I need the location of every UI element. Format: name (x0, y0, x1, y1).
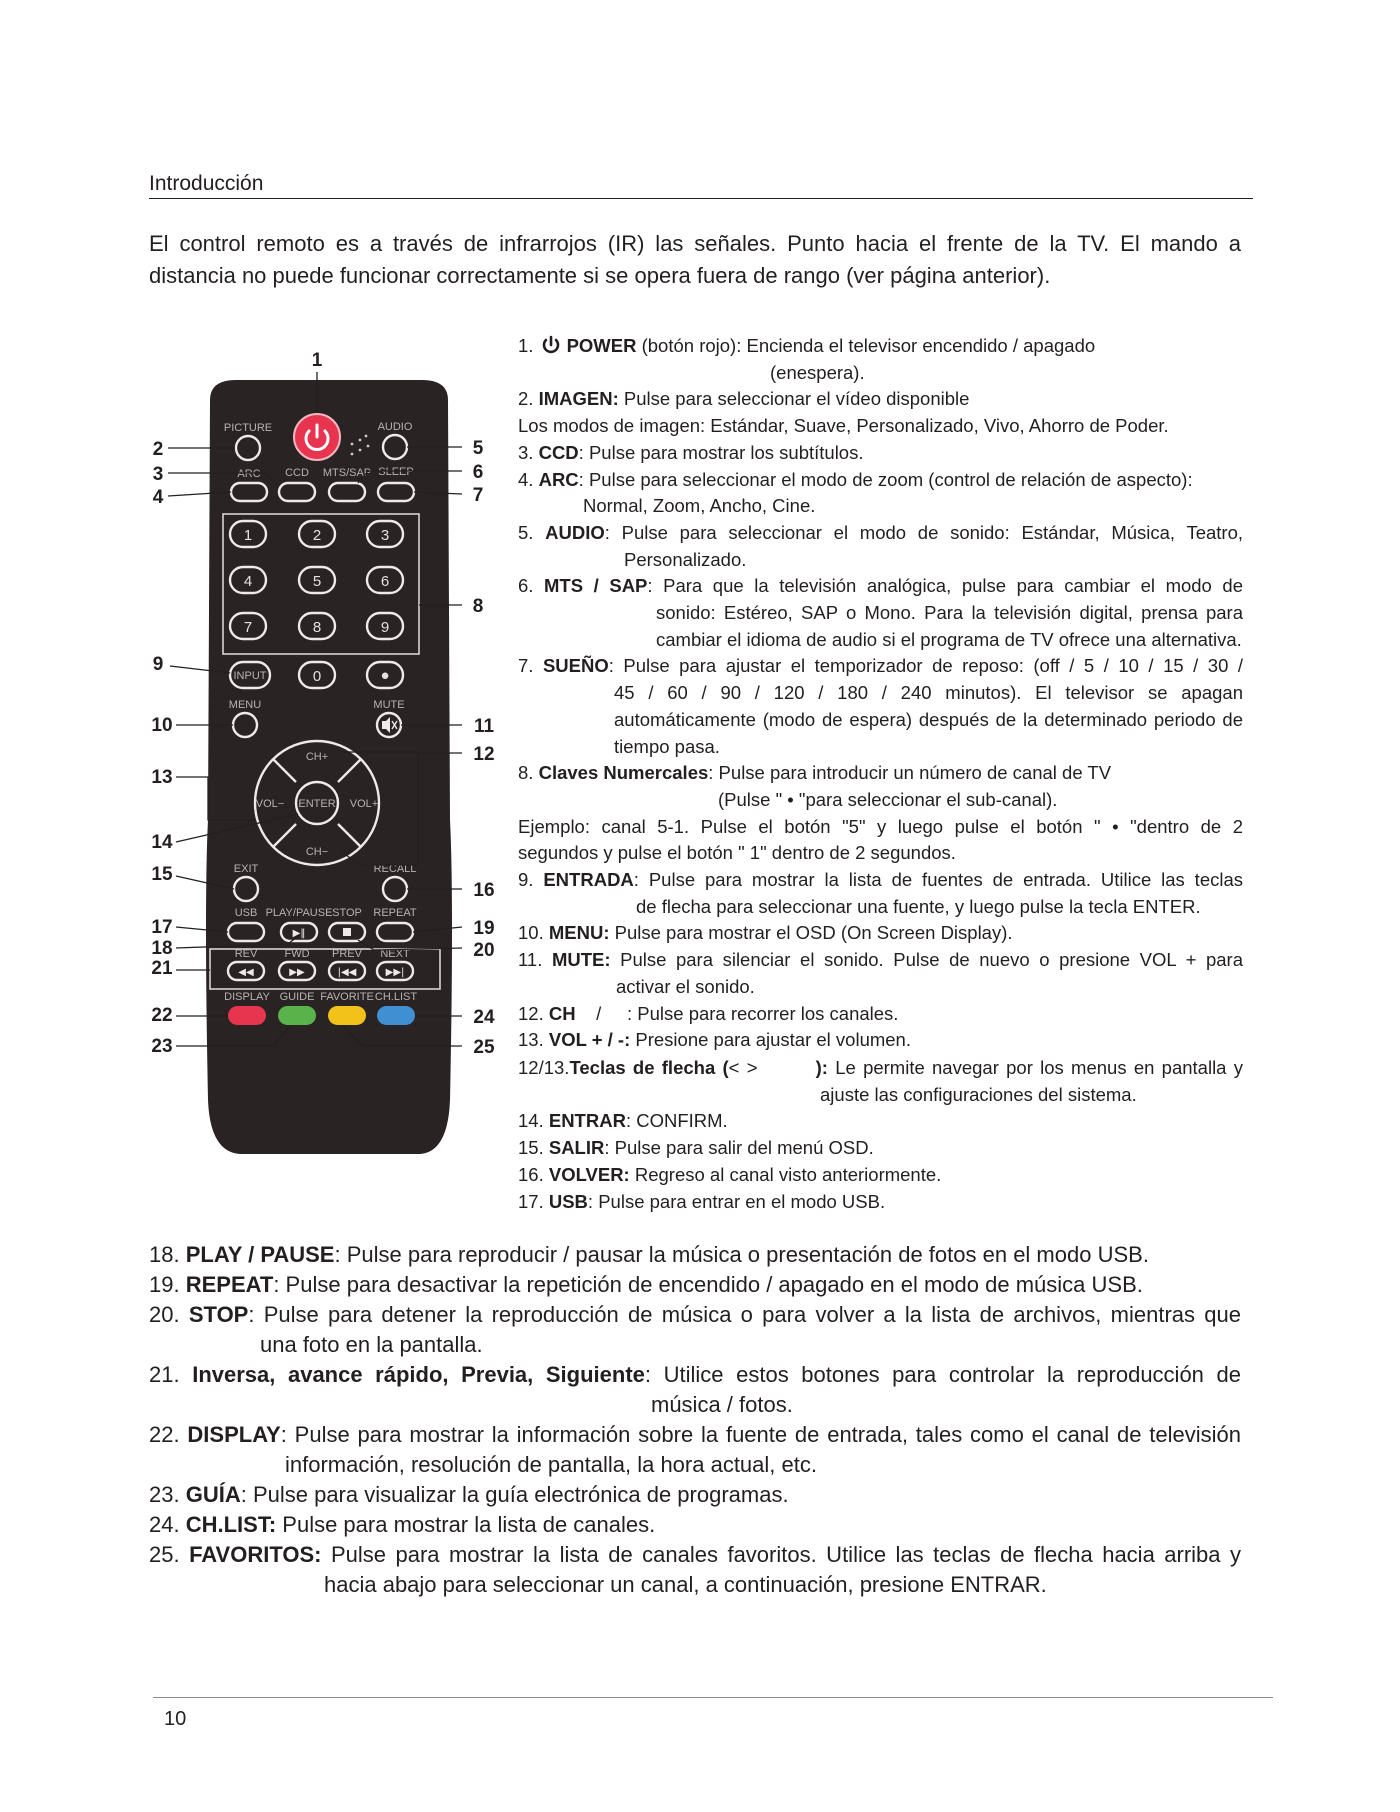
button-descriptions (518, 333, 1243, 1215)
callout-23: 23 (151, 1036, 173, 1057)
callout-2: 2 (152, 439, 164, 460)
intro-line-2: distancia no puede funcionar correctamente si se opera fuera de rango (ver página anterior). (149, 263, 1051, 288)
remote-illustration (148, 340, 508, 1170)
item-text: / : Pulse para recorrer los canales. (575, 1002, 899, 1024)
callout-11: 11 (473, 716, 495, 737)
item-number: 2. (518, 388, 534, 410)
label-chlist: CH.LIST (374, 991, 418, 1003)
item-text: : Pulse para ajustar el temporizador de reposo: (off / 5 / 10 / 15 / 30 / (608, 655, 1244, 677)
callout-10: 10 (151, 715, 173, 736)
item-11 (518, 947, 1243, 1000)
item-key: CCD (538, 441, 579, 463)
item-13 (518, 1027, 1243, 1054)
item-key: DISPLAY (187, 1422, 281, 1447)
intro-paragraph (149, 228, 1241, 292)
label-fwd: FWD (284, 948, 310, 960)
item-text: : Pulse para desactivar la repetición de encendido / apagado en el modo de música USB. (273, 1272, 1143, 1297)
item-number: 3. (518, 441, 534, 463)
digit-label: 4 (243, 573, 253, 590)
label-arc: ARC (237, 468, 261, 480)
label-mute: MUTE (373, 699, 405, 711)
item-text: Regreso al canal visto anteriormente. (629, 1163, 942, 1185)
item-text: : Pulse para entrar en el modo USB. (587, 1190, 886, 1212)
item-number: 7. (518, 655, 534, 677)
label-exit: EXIT (233, 863, 259, 875)
item-16 (518, 1162, 1243, 1189)
favorite-button[interactable] (328, 1006, 366, 1025)
item-key: POWER (566, 335, 637, 356)
item-continuation: información, resolución de pantalla, la hora actual, etc. (285, 1452, 817, 1477)
label-prev: PREV (332, 948, 362, 960)
item-key: REPEAT (185, 1272, 274, 1297)
item-key: CH (548, 1002, 576, 1024)
item-text: : Pulse para detener la reproducción de música o para volver a la lista de archivos, mientras que (248, 1302, 1241, 1327)
item-text: : Pulse para visualizar la guía electrónica de programas. (240, 1482, 789, 1507)
item-number: 12/13. (518, 1056, 570, 1078)
item-key: SUEÑO (542, 655, 609, 677)
item-continuation: una foto en la pantalla. (260, 1332, 483, 1357)
item-continuation: activar el sonido. (616, 975, 755, 997)
digit-label: 9 (380, 619, 390, 636)
item-key: USB (548, 1190, 588, 1212)
callout-9: 9 (152, 654, 164, 675)
vol-minus-button[interactable]: VOL− (255, 798, 285, 810)
ch-down-button[interactable]: CH− (305, 846, 329, 858)
item-key: SALIR (548, 1137, 605, 1159)
callout-25: 25 (473, 1037, 495, 1058)
label-recall: RECALL (373, 863, 417, 875)
item-9 (518, 867, 1243, 920)
item-number: 23. (149, 1482, 180, 1507)
item-continuation: música / fotos. (651, 1392, 793, 1417)
page-number: 10 (164, 1708, 187, 1730)
item-7 (518, 653, 1243, 760)
label-guide: GUIDE (279, 991, 315, 1003)
item-text: : Utilice estos botones para controlar la reproducción de (644, 1362, 1241, 1387)
callout-18: 18 (151, 938, 173, 959)
item-number: 6. (518, 575, 534, 597)
section-title: Introducción (149, 172, 264, 195)
item-text: Pulse para mostrar la lista de canales. (276, 1512, 656, 1537)
fast-forward-icon: ▶▶ (289, 967, 305, 978)
callout-1: 1 (311, 350, 323, 371)
item-8 (518, 760, 1243, 813)
callout-17: 17 (151, 917, 173, 938)
item-number: 24. (149, 1512, 180, 1537)
item-key: VOLVER: (548, 1163, 630, 1185)
item-6 (518, 573, 1243, 653)
callout-13: 13 (151, 767, 173, 788)
item-key: ENTRAR (548, 1110, 626, 1132)
item-number: 1. (518, 335, 534, 356)
vol-plus-button[interactable]: VOL+ (349, 798, 379, 810)
callout-8: 8 (472, 596, 484, 617)
item-number: 10. (518, 922, 544, 944)
item-text: : Pulse para seleccionar el modo de sonido: Estándar, Música, Teatro, (604, 521, 1244, 543)
callout-14: 14 (151, 832, 173, 853)
label-display: DISPLAY (224, 991, 270, 1003)
item-5 (518, 520, 1243, 573)
digit-label: 3 (380, 527, 390, 544)
item-2 (518, 386, 1243, 439)
callout-7: 7 (472, 485, 484, 506)
callout-22: 22 (151, 1005, 173, 1026)
next-icon: ▶▶| (385, 967, 405, 978)
digit-label: 8 (312, 619, 322, 636)
footer-rule (153, 1697, 1273, 1698)
label-input: INPUT (233, 670, 267, 682)
item-number: 19. (149, 1272, 180, 1297)
item-3 (518, 440, 1243, 467)
digit-label: 5 (312, 573, 322, 590)
item-arrows: < > (728, 1056, 816, 1078)
item-14 (518, 1108, 1243, 1135)
item-text: : Pulse para mostrar la información sobre la fuente de entrada, tales como el canal de televisión (280, 1422, 1241, 1447)
button-descriptions-continued (149, 1240, 1241, 1600)
display-button[interactable] (228, 1006, 266, 1025)
label-mts: MTS/SAP (322, 467, 372, 479)
item-20 (149, 1300, 1241, 1330)
item-text: Ejemplo: canal 5-1. Pulse el botón "5" y luego pulse el botón " • "dentro de 2 (518, 815, 1243, 837)
item-21 (149, 1360, 1241, 1390)
previous-icon: |◀◀ (337, 967, 357, 978)
callout-16: 16 (473, 880, 495, 901)
item-text: : Pulse para mostrar los subtítulos. (578, 441, 864, 463)
item-continuation: segundos y pulse el botón " 1" dentro de 2 segundos. (518, 842, 956, 864)
item-text: Pulse para mostrar la lista de canales favoritos. Utilice las teclas de flecha hacia arriba y (321, 1542, 1241, 1567)
item-continuation: (enespera). (770, 361, 865, 383)
item-text: (botón rojo): Encienda el televisor encendido / apagado (636, 335, 1096, 356)
item-18 (149, 1240, 1241, 1270)
label-next: NEXT (380, 948, 410, 960)
item-12-13 (518, 1055, 1243, 1108)
item-number: 4. (518, 468, 534, 490)
chlist-button[interactable] (377, 1006, 415, 1025)
digit-label: 7 (243, 619, 253, 636)
callout-20: 20 (473, 940, 495, 961)
item-text: Presione para ajustar el volumen. (630, 1029, 911, 1051)
label-enter: ENTER (298, 798, 336, 810)
callout-24: 24 (473, 1007, 495, 1028)
intro-line-1: El control remoto es a través de infrarrojos (IR) las señales. Punto hacia el frente de la TV. El mando a (149, 231, 1241, 256)
item-key: Teclas de flecha ( (569, 1056, 729, 1078)
callout-4: 4 (152, 487, 164, 508)
label-sleep: SLEEP (378, 466, 414, 478)
item-17 (518, 1189, 1243, 1216)
item-key: Claves Numercales (538, 762, 709, 784)
item-key: FAVORITOS: (189, 1542, 322, 1567)
item-continuation: de flecha para seleccionar una fuente, y luego pulse la tecla ENTER. (636, 895, 1201, 917)
callout-21: 21 (151, 958, 173, 979)
item-key: IMAGEN: (538, 388, 619, 410)
callout-15: 15 (151, 864, 173, 885)
item-extra: Los modos de imagen: Estándar, Suave, Personalizado, Vivo, Ahorro de Poder. (518, 415, 1169, 437)
item-key: VOL + / -: (548, 1029, 631, 1051)
item-key: STOP (188, 1302, 249, 1327)
item-key: MUTE: (551, 949, 611, 971)
item-key: GUÍA (185, 1482, 241, 1507)
item-number: 9. (518, 869, 534, 891)
item-key: ): (815, 1056, 828, 1078)
guide-button[interactable] (278, 1006, 316, 1025)
item-continuation: Normal, Zoom, Ancho, Cine. (583, 495, 816, 517)
digit-label: 1 (243, 527, 253, 544)
item-continuation: sonido: Estéreo, SAP o Mono. Para la televisión digital, prensa para cambiar el idioma de audio si el programa de TV ofrece una alternativa. (656, 602, 1243, 650)
label-play-pause: PLAY/PAUSE (265, 907, 333, 919)
item-24 (149, 1510, 1241, 1540)
stop-icon (343, 928, 351, 936)
item-text: Pulse para mostrar el OSD (On Screen Display). (609, 922, 1013, 944)
item-number: 13. (518, 1029, 544, 1051)
label-ccd: CCD (285, 467, 309, 479)
item-text: : Pulse para salir del menú OSD. (604, 1137, 874, 1159)
label-menu: MENU (228, 699, 262, 711)
play-pause-icon: ▶‖ (292, 928, 306, 939)
callout-6: 6 (472, 462, 484, 483)
label-repeat: REPEAT (373, 907, 417, 919)
item-number: 8. (518, 762, 534, 784)
item-number: 11. (518, 949, 543, 971)
digit-label: 6 (380, 573, 390, 590)
ch-up-button[interactable]: CH+ (305, 751, 329, 763)
item-number: 22. (149, 1422, 180, 1447)
digit-label: 2 (312, 527, 322, 544)
callout-5: 5 (472, 438, 484, 459)
item-text: : Pulse para seleccionar el modo de zoom (control de relación de aspecto): (578, 468, 1193, 490)
item-19 (149, 1270, 1241, 1300)
item-12 (518, 1001, 1243, 1028)
item-key: Inversa, avance rápido, Previa, Siguiente (192, 1362, 645, 1387)
item-key: CH.LIST: (185, 1512, 277, 1537)
label-audio: AUDIO (377, 421, 413, 433)
item-text: : Pulse para introducir un número de canal de TV (708, 762, 1112, 784)
item-number: 12. (518, 1002, 544, 1024)
item-key: MTS / SAP (544, 575, 648, 597)
item-4 (518, 467, 1243, 520)
item-number: 25. (149, 1542, 180, 1567)
item-number: 16. (518, 1163, 544, 1185)
item-text: : Pulse para mostrar la lista de fuentes de entrada. Utilice las teclas (633, 869, 1244, 891)
item-continuation: hacia abajo para seleccionar un canal, a continuación, presione ENTRAR. (324, 1572, 1047, 1597)
callout-19: 19 (473, 918, 495, 939)
callout-3: 3 (152, 464, 164, 485)
item-continuation: 45 / 60 / 90 / 120 / 180 / 240 minutos). El televisor se apagan automáticamente (modo de espera) después de la determinado periodo de tiempo pasa. (614, 682, 1243, 757)
item-10 (518, 920, 1243, 947)
rewind-icon: ◀◀ (238, 967, 254, 978)
label-stop: STOP (332, 907, 362, 919)
item-text: Le permite navegar por los menus en pantalla y (827, 1056, 1243, 1078)
item-25 (149, 1540, 1241, 1570)
digit-label: ● (380, 667, 390, 684)
item-key: MENU: (548, 922, 610, 944)
item-text: : Para que la televisión analógica, pulse para cambiar el modo de (647, 575, 1244, 597)
item-key: ARC (538, 468, 579, 490)
item-number: 20. (149, 1302, 180, 1327)
item-number: 21. (149, 1362, 180, 1387)
item-continuation: (Pulse " • "para seleccionar el sub-canal). (718, 788, 1058, 810)
item-number: 15. (518, 1137, 544, 1159)
callout-12: 12 (473, 744, 495, 765)
item-number: 14. (518, 1110, 544, 1132)
item-15 (518, 1135, 1243, 1162)
label-picture: PICTURE (223, 422, 273, 434)
label-rev: REV (234, 948, 258, 960)
title-rule (149, 198, 1253, 199)
item-text: Pulse para seleccionar el vídeo disponible (618, 388, 970, 410)
item-continuation: ajuste las configuraciones del sistema. (820, 1083, 1137, 1105)
item-number: 5. (518, 521, 534, 543)
item-example (518, 814, 1243, 867)
label-favorite: FAVORITE (320, 991, 374, 1003)
item-22 (149, 1420, 1241, 1450)
item-text: Pulse para silenciar el sonido. Pulse de nuevo o presione VOL + para (610, 949, 1244, 971)
digit-label: 0 (312, 668, 322, 685)
item-1 (518, 333, 1243, 386)
item-key: PLAY / PAUSE (185, 1242, 335, 1267)
item-key: AUDIO (545, 521, 605, 543)
item-23 (149, 1480, 1241, 1510)
item-text: : CONFIRM. (625, 1110, 728, 1132)
item-continuation: Personalizado. (624, 548, 747, 570)
item-number: 18. (149, 1242, 180, 1267)
power-icon (541, 335, 561, 355)
item-text: : Pulse para reproducir / pausar la música o presentación de fotos en el modo USB. (334, 1242, 1149, 1267)
item-key: ENTRADA (543, 869, 634, 891)
label-usb: USB (234, 907, 258, 919)
item-number: 17. (518, 1190, 544, 1212)
